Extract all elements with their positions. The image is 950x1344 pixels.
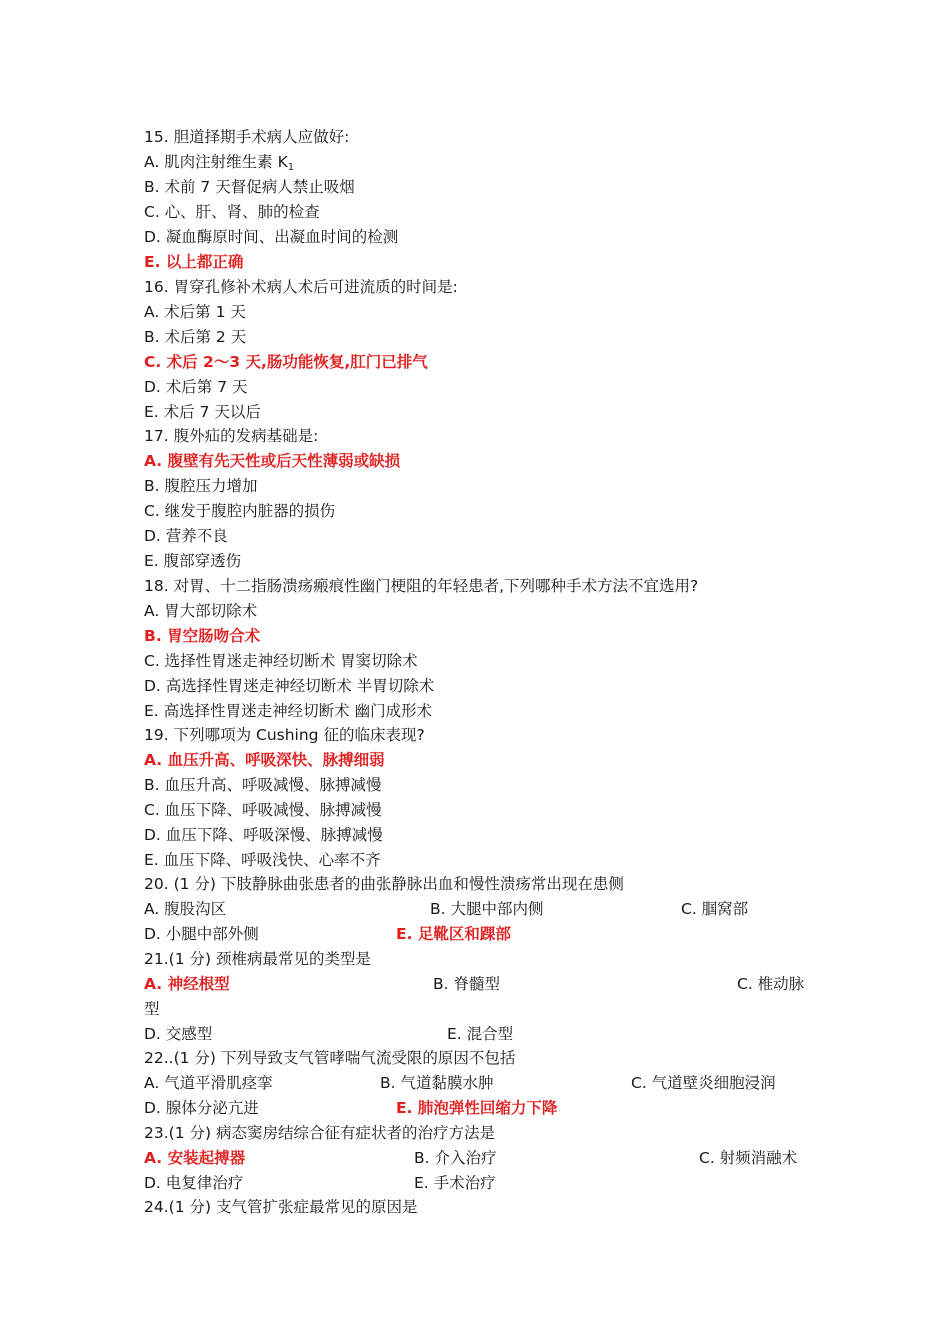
- question-23-option-e: E. 手术治疗: [414, 1174, 496, 1192]
- question-17-option-d: D. 营养不良: [144, 527, 228, 545]
- question-22-option-b: B. 气道黏膜水肿: [380, 1074, 494, 1092]
- question-21-stem: 21.(1 分) 颈椎病最常见的类型是: [144, 950, 371, 968]
- question-17-stem: 17. 腹外疝的发病基础是:: [144, 427, 319, 445]
- question-20-option-a: A. 腹股沟区: [144, 900, 227, 918]
- question-18-option-e: E. 高选择性胃迷走神经切断术 幽门成形术: [144, 702, 433, 720]
- question-15-option-c: C. 心、肝、肾、肺的检查: [144, 203, 320, 221]
- question-20-option-d: D. 小腿中部外侧: [144, 925, 259, 943]
- question-18-option-a: A. 胃大部切除术: [144, 602, 258, 620]
- question-23-option-a-answer: A. 安装起搏器: [144, 1149, 246, 1167]
- question-20-option-b: B. 大腿中部内侧: [430, 900, 544, 918]
- question-22-option-a: A. 气道平滑肌痉挛: [144, 1074, 273, 1092]
- question-18-option-c: C. 选择性胃迷走神经切断术 胃窦切除术: [144, 652, 418, 670]
- question-21-option-e: E. 混合型: [447, 1025, 514, 1043]
- question-19-stem: 19. 下列哪项为 Cushing 征的临床表现?: [144, 726, 425, 744]
- question-15-option-b: B. 术前 7 天督促病人禁止吸烟: [144, 178, 355, 196]
- question-16-option-b: B. 术后第 2 天: [144, 328, 247, 346]
- question-21-option-d: D. 交感型: [144, 1025, 213, 1043]
- question-16-option-a: A. 术后第 1 天: [144, 303, 246, 321]
- question-15-stem: 15. 胆道择期手术病人应做好:: [144, 128, 350, 146]
- subscript: 1: [287, 162, 295, 173]
- question-19-option-e: E. 血压下降、呼吸浅快、心率不齐: [144, 851, 381, 869]
- question-21-option-c: C. 椎动脉: [737, 975, 805, 993]
- question-22-stem: 22..(1 分) 下列导致支气管哮喘气流受限的原因不包括: [144, 1049, 516, 1067]
- question-17-option-b: B. 腹腔压力增加: [144, 477, 258, 495]
- question-23-option-b: B. 介入治疗: [414, 1149, 497, 1167]
- question-23-stem: 23.(1 分) 病态窦房结综合征有症状者的治疗方法是: [144, 1124, 495, 1142]
- question-19-option-b: B. 血压升高、呼吸减慢、脉搏减慢: [144, 776, 382, 794]
- question-20-stem: 20. (1 分) 下肢静脉曲张患者的曲张静脉出血和慢性溃疡常出现在患侧: [144, 875, 624, 893]
- question-21-option-b: B. 脊髓型: [433, 975, 500, 993]
- question-15-option-e-answer: E. 以上都正确: [144, 253, 244, 271]
- question-16-stem: 16. 胃穿孔修补术病人术后可进流质的时间是:: [144, 278, 458, 296]
- question-16-option-d: D. 术后第 7 天: [144, 378, 248, 396]
- question-19-option-d: D. 血压下降、呼吸深慢、脉搏减慢: [144, 826, 383, 844]
- question-21-option-a-answer: A. 神经根型: [144, 975, 230, 993]
- question-24-stem: 24.(1 分) 支气管扩张症最常见的原因是: [144, 1198, 418, 1216]
- question-17-option-e: E. 腹部穿透伤: [144, 552, 242, 570]
- question-23-option-d: D. 电复律治疗: [144, 1174, 244, 1192]
- question-21-option-c-wrap: 型: [144, 1000, 160, 1018]
- question-23-option-c: C. 射频消融术: [699, 1149, 798, 1167]
- option-a-text: A. 肌肉注射维生素 K: [144, 153, 288, 171]
- question-17-option-a-answer: A. 腹壁有先天性或后天性薄弱或缺损: [144, 452, 401, 470]
- question-16-option-c-answer: C. 术后 2～3 天,肠功能恢复,肛门已排气: [144, 353, 428, 371]
- question-19-option-c: C. 血压下降、呼吸减慢、脉搏减慢: [144, 801, 382, 819]
- question-22-option-d: D. 腺体分泌亢进: [144, 1099, 259, 1117]
- question-18-option-d: D. 高选择性胃迷走神经切断术 半胃切除术: [144, 677, 435, 695]
- question-19-option-a-answer: A. 血压升高、呼吸深快、脉搏细弱: [144, 751, 385, 769]
- question-20-option-c: C. 腘窝部: [681, 900, 749, 918]
- question-15-option-a: [144, 152, 294, 178]
- question-18-stem: 18. 对胃、十二指肠溃疡瘢痕性幽门梗阻的年轻患者,下列哪种手术方法不宜选用?: [144, 577, 699, 595]
- question-17-option-c: C. 继发于腹腔内脏器的损伤: [144, 502, 336, 520]
- question-18-option-b-answer: B. 胃空肠吻合术: [144, 627, 261, 645]
- question-20-option-e-answer: E. 足靴区和踝部: [396, 925, 511, 943]
- question-22-option-c: C. 气道壁炎细胞浸润: [631, 1074, 776, 1092]
- question-22-option-e-answer: E. 肺泡弹性回缩力下降: [396, 1099, 558, 1117]
- question-15-option-d: D. 凝血酶原时间、出凝血时间的检测: [144, 228, 399, 246]
- question-16-option-e: E. 术后 7 天以后: [144, 403, 261, 421]
